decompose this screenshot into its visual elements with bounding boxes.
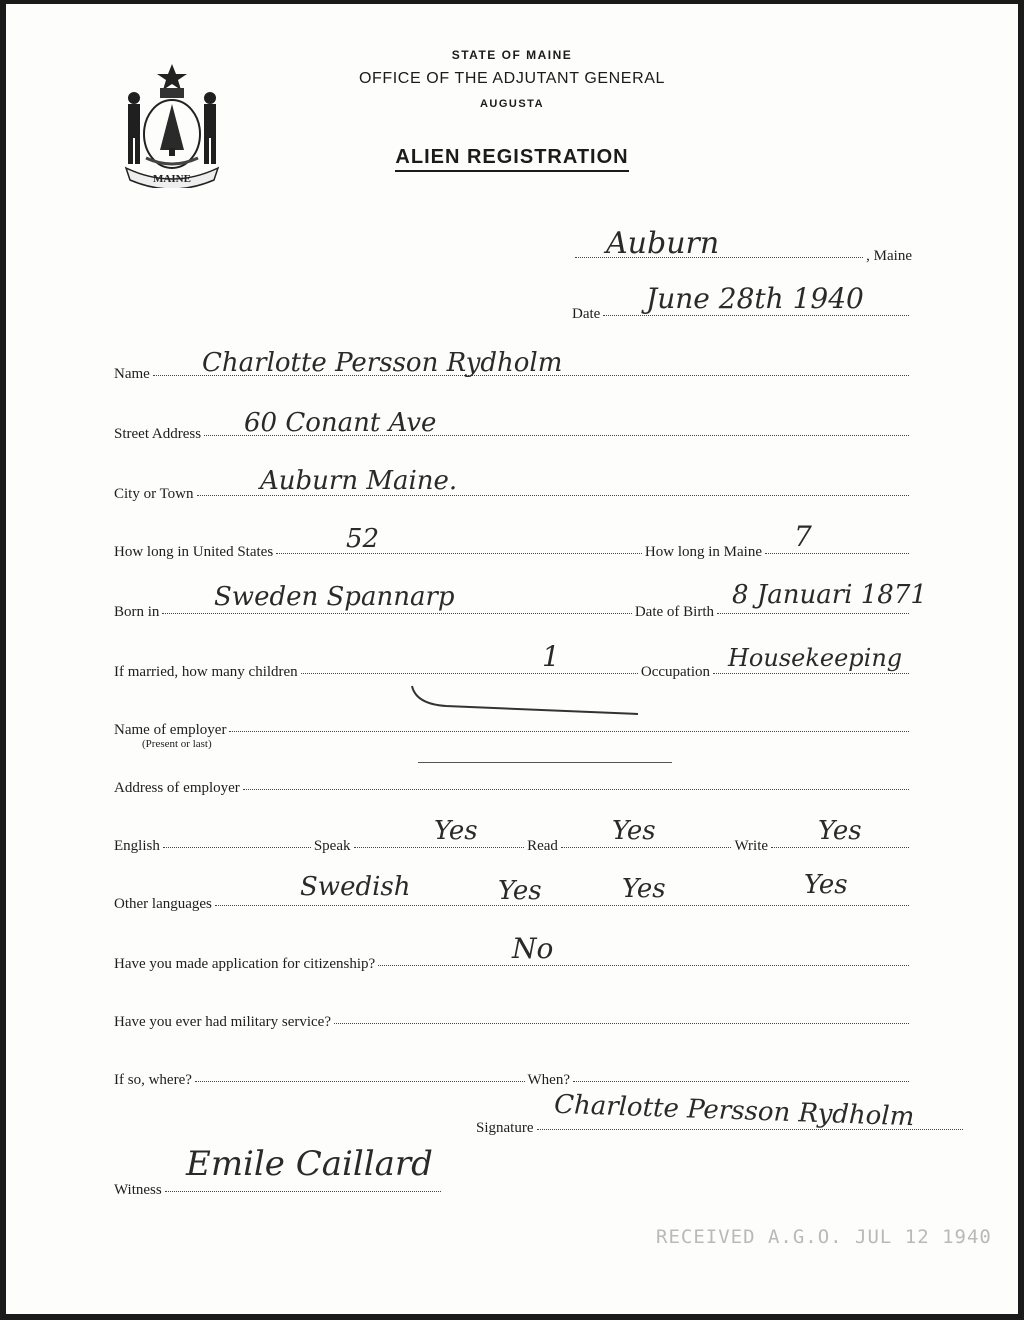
how-long-maine-label: How long in Maine: [644, 544, 762, 560]
english-line[interactable]: [163, 847, 311, 848]
speak-value: Yes: [434, 816, 478, 846]
maine-label: , Maine: [866, 248, 912, 264]
employer-name-label: Name of employer: [114, 722, 227, 738]
born-in-label: Born in: [114, 604, 160, 620]
other-speak-value: Yes: [498, 876, 542, 906]
write-value: Yes: [818, 816, 862, 846]
children-stroke: [406, 680, 646, 720]
military-line[interactable]: [334, 1023, 909, 1024]
military-label: Have you ever had military service?: [114, 1014, 331, 1030]
how-long-maine-line[interactable]: [765, 553, 909, 554]
citizenship-label: Have you made application for citizenship?: [114, 956, 376, 972]
where-when-row: [114, 1072, 912, 1089]
form-title: [6, 146, 1018, 169]
header-state: STATE OF MAINE: [451, 48, 573, 62]
where-line[interactable]: [195, 1081, 525, 1082]
write-line[interactable]: [771, 847, 909, 848]
date-of-birth-value: 8 Januari 1871: [732, 580, 927, 610]
date-line[interactable]: [603, 315, 909, 316]
header-office: OFFICE OF THE ADJUTANT GENERAL: [358, 70, 666, 87]
employer-address-label: Address of employer: [114, 780, 240, 796]
speak-label: Speak: [313, 838, 351, 854]
where-label: If so, where?: [114, 1072, 192, 1088]
seal-text: MAINE: [153, 173, 191, 185]
other-language-value: Swedish: [300, 872, 411, 902]
other-read-value: Yes: [622, 874, 666, 904]
english-row: [114, 838, 912, 855]
how-long-maine-value: 7: [794, 520, 812, 553]
witness-value: Emile Caillard: [186, 1144, 433, 1184]
other-write-value: Yes: [804, 870, 848, 900]
employer-name-line[interactable]: [229, 731, 909, 732]
how-long-row: [114, 544, 912, 561]
speak-line[interactable]: [354, 847, 525, 848]
date-of-birth-line[interactable]: [717, 613, 909, 614]
employer-stroke: [418, 762, 672, 763]
city-label: City or Town: [114, 486, 194, 502]
write-label: Write: [734, 838, 769, 854]
received-stamp: RECEIVED A.G.O. JUL 12 1940: [656, 1226, 992, 1248]
when-label: When?: [527, 1072, 570, 1088]
employer-name-row: [114, 722, 912, 739]
header-city: AUGUSTA: [479, 98, 545, 110]
witness-line[interactable]: [165, 1191, 441, 1192]
street-value: 60 Conant Ave: [244, 408, 437, 438]
other-languages-label: Other languages: [114, 896, 212, 912]
how-long-us-label: How long in United States: [114, 544, 274, 560]
children-value: 1: [542, 640, 560, 673]
employer-address-row: [114, 780, 912, 797]
date-of-birth-label: Date of Birth: [634, 604, 714, 620]
employer-address-line[interactable]: [243, 789, 909, 790]
form-title-text: ALIEN REGISTRATION: [395, 146, 628, 172]
employer-sub-label: (Present or last): [142, 738, 212, 750]
other-languages-line[interactable]: [215, 905, 909, 906]
citizenship-value: No: [512, 932, 554, 965]
how-long-us-line[interactable]: [276, 553, 642, 554]
street-row: [114, 426, 912, 443]
witness-row: [114, 1182, 444, 1199]
born-in-value: Sweden Spannarp: [214, 582, 455, 612]
city-row: [114, 486, 912, 503]
date-label: Date: [572, 306, 601, 322]
witness-label: Witness: [114, 1182, 162, 1198]
occupation-label: Occupation: [640, 664, 710, 680]
occupation-value: Housekeeping: [728, 644, 903, 672]
how-long-us-value: 52: [346, 524, 380, 554]
children-line[interactable]: [301, 673, 638, 674]
military-row: [114, 1014, 912, 1031]
occupation-line[interactable]: [713, 673, 909, 674]
citizenship-line[interactable]: [378, 965, 909, 966]
form-page: [6, 4, 1018, 1314]
city-value: Auburn Maine.: [260, 466, 458, 496]
read-label: Read: [527, 838, 558, 854]
name-value: Charlotte Persson Rydholm: [202, 348, 563, 378]
signature-value: Charlotte Persson Rydholm: [553, 1089, 915, 1133]
born-in-line[interactable]: [162, 613, 631, 614]
street-label: Street Address: [114, 426, 202, 442]
name-label: Name: [114, 366, 150, 382]
town-value: Auburn: [606, 226, 720, 261]
when-line[interactable]: [573, 1081, 909, 1082]
signature-label: Signature: [476, 1120, 534, 1136]
english-label: English: [114, 838, 160, 854]
read-value: Yes: [612, 816, 656, 846]
children-label: If married, how many children: [114, 664, 298, 680]
read-line[interactable]: [561, 847, 732, 848]
date-value: June 28th 1940: [646, 282, 864, 315]
